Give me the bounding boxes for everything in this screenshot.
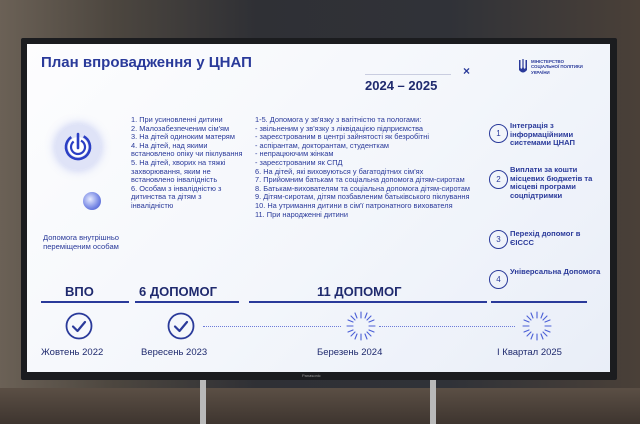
list-item: - аспірантам, докторантам, студенткам [255, 140, 390, 150]
list-item: 1-5. Допомога у зв'язку з вагітністю та пологами: [255, 115, 422, 124]
vpo-description: Допомога внутрішньо переміщеним особам [42, 233, 120, 251]
list-item: 10. На утримання дитини в сім'ї патронатного вихователя [255, 200, 453, 210]
list-item: 1. При усиновленні дитини [131, 115, 223, 124]
list-item: 6. Особам з інвалідністю з дитинства та дітям з інвалідністю [131, 183, 222, 210]
trident-icon [518, 58, 528, 76]
tv-stand-right [430, 380, 436, 424]
power-icon [55, 124, 101, 170]
six-aids-heading: 6 ДОПОМОГ [139, 284, 217, 299]
slide-title: План впровадження у ЦНАП [41, 54, 252, 71]
timeline-segment [491, 301, 587, 303]
ministry-name: МІНІСТЕРСТВО СОЦІАЛЬНОЇ ПОЛІТИКИ УКРАЇНИ [531, 59, 583, 75]
timeline-segment [249, 301, 487, 303]
years-divider [365, 74, 451, 75]
vpo-heading: ВПО [65, 284, 94, 299]
eleven-aids-heading: 11 ДОПОМОГ [317, 284, 402, 299]
list-item: 6. На дітей, які виховуються у багатодітних сім'ях [255, 166, 424, 176]
plan-number-badge: 2 [489, 170, 508, 189]
six-aids-list [131, 116, 243, 211]
check-circle-icon [167, 312, 195, 340]
plan-number-badge: 3 [489, 230, 508, 249]
list-item: 11. При народженні дитини [255, 209, 349, 219]
list-item: - зареєстрованим як СПД [255, 157, 343, 167]
timeline-dots [203, 326, 341, 327]
tv-stand-left [200, 380, 206, 424]
timeline-dots [379, 326, 515, 327]
list-item: 7. Прийомним батькам та соціальна допомога дітям-сиротам [255, 175, 465, 185]
vpo-date: Жовтень 2022 [41, 347, 104, 358]
list-item: - звільненим у зв'язку з ліквідацією підприємства [255, 123, 424, 133]
list-item: - зареєстрованим в центрі зайнятості як безробітні [255, 132, 429, 142]
timeline-segment [41, 301, 129, 303]
timeline-segment [135, 301, 239, 303]
plan-item: Інтеграція з інформаційними системами ЦНАП [510, 121, 575, 148]
plan-number-badge: 4 [489, 270, 508, 289]
plan-item: Перехід допомог в ЄІССС [510, 229, 581, 247]
cnap-logo [55, 124, 101, 170]
list-item: 5. На дітей, хворих на тяжкі захворювання, яким не встановлено інвалідність [131, 157, 226, 185]
slide-years: 2024 – 2025 [365, 78, 438, 93]
list-item: - непрацюючим жінкам [255, 149, 334, 159]
plans-date: І Квартал 2025 [497, 347, 562, 358]
list-item: 3. На дітей одиноким матерям [131, 132, 235, 142]
presentation-screen [27, 44, 610, 372]
list-item: 4. На дітей, над якими встановлено опіку чи піклування [131, 140, 243, 159]
six-aids-date: Вересень 2023 [141, 347, 208, 358]
plan-item: Універсальна Допомога [510, 267, 601, 276]
decor-sphere [83, 192, 101, 210]
eleven-aids-date: Березень 2024 [317, 347, 383, 358]
eleven-aids-list [255, 116, 485, 219]
sparkle-icon [345, 310, 377, 342]
plan-number-badge: 1 [489, 124, 508, 143]
room-floor [0, 388, 640, 424]
close-icon: × [463, 64, 471, 78]
list-item: 8. Батькам-вихователям та соціальна допомога дітям-сиротам [255, 183, 470, 193]
check-circle-icon [65, 312, 93, 340]
plan-item: Виплати за кошти місцевих бюджетів та місцеві програми соцпідтримки [510, 165, 593, 200]
list-item: 9. Дітям-сиротам, дітям позбавленим батьківського піклування [255, 192, 470, 202]
tv-brand: Panasonic [302, 373, 321, 378]
sparkle-icon [521, 310, 553, 342]
list-item: 2. Малозабезпеченим сім'ям [131, 123, 230, 133]
